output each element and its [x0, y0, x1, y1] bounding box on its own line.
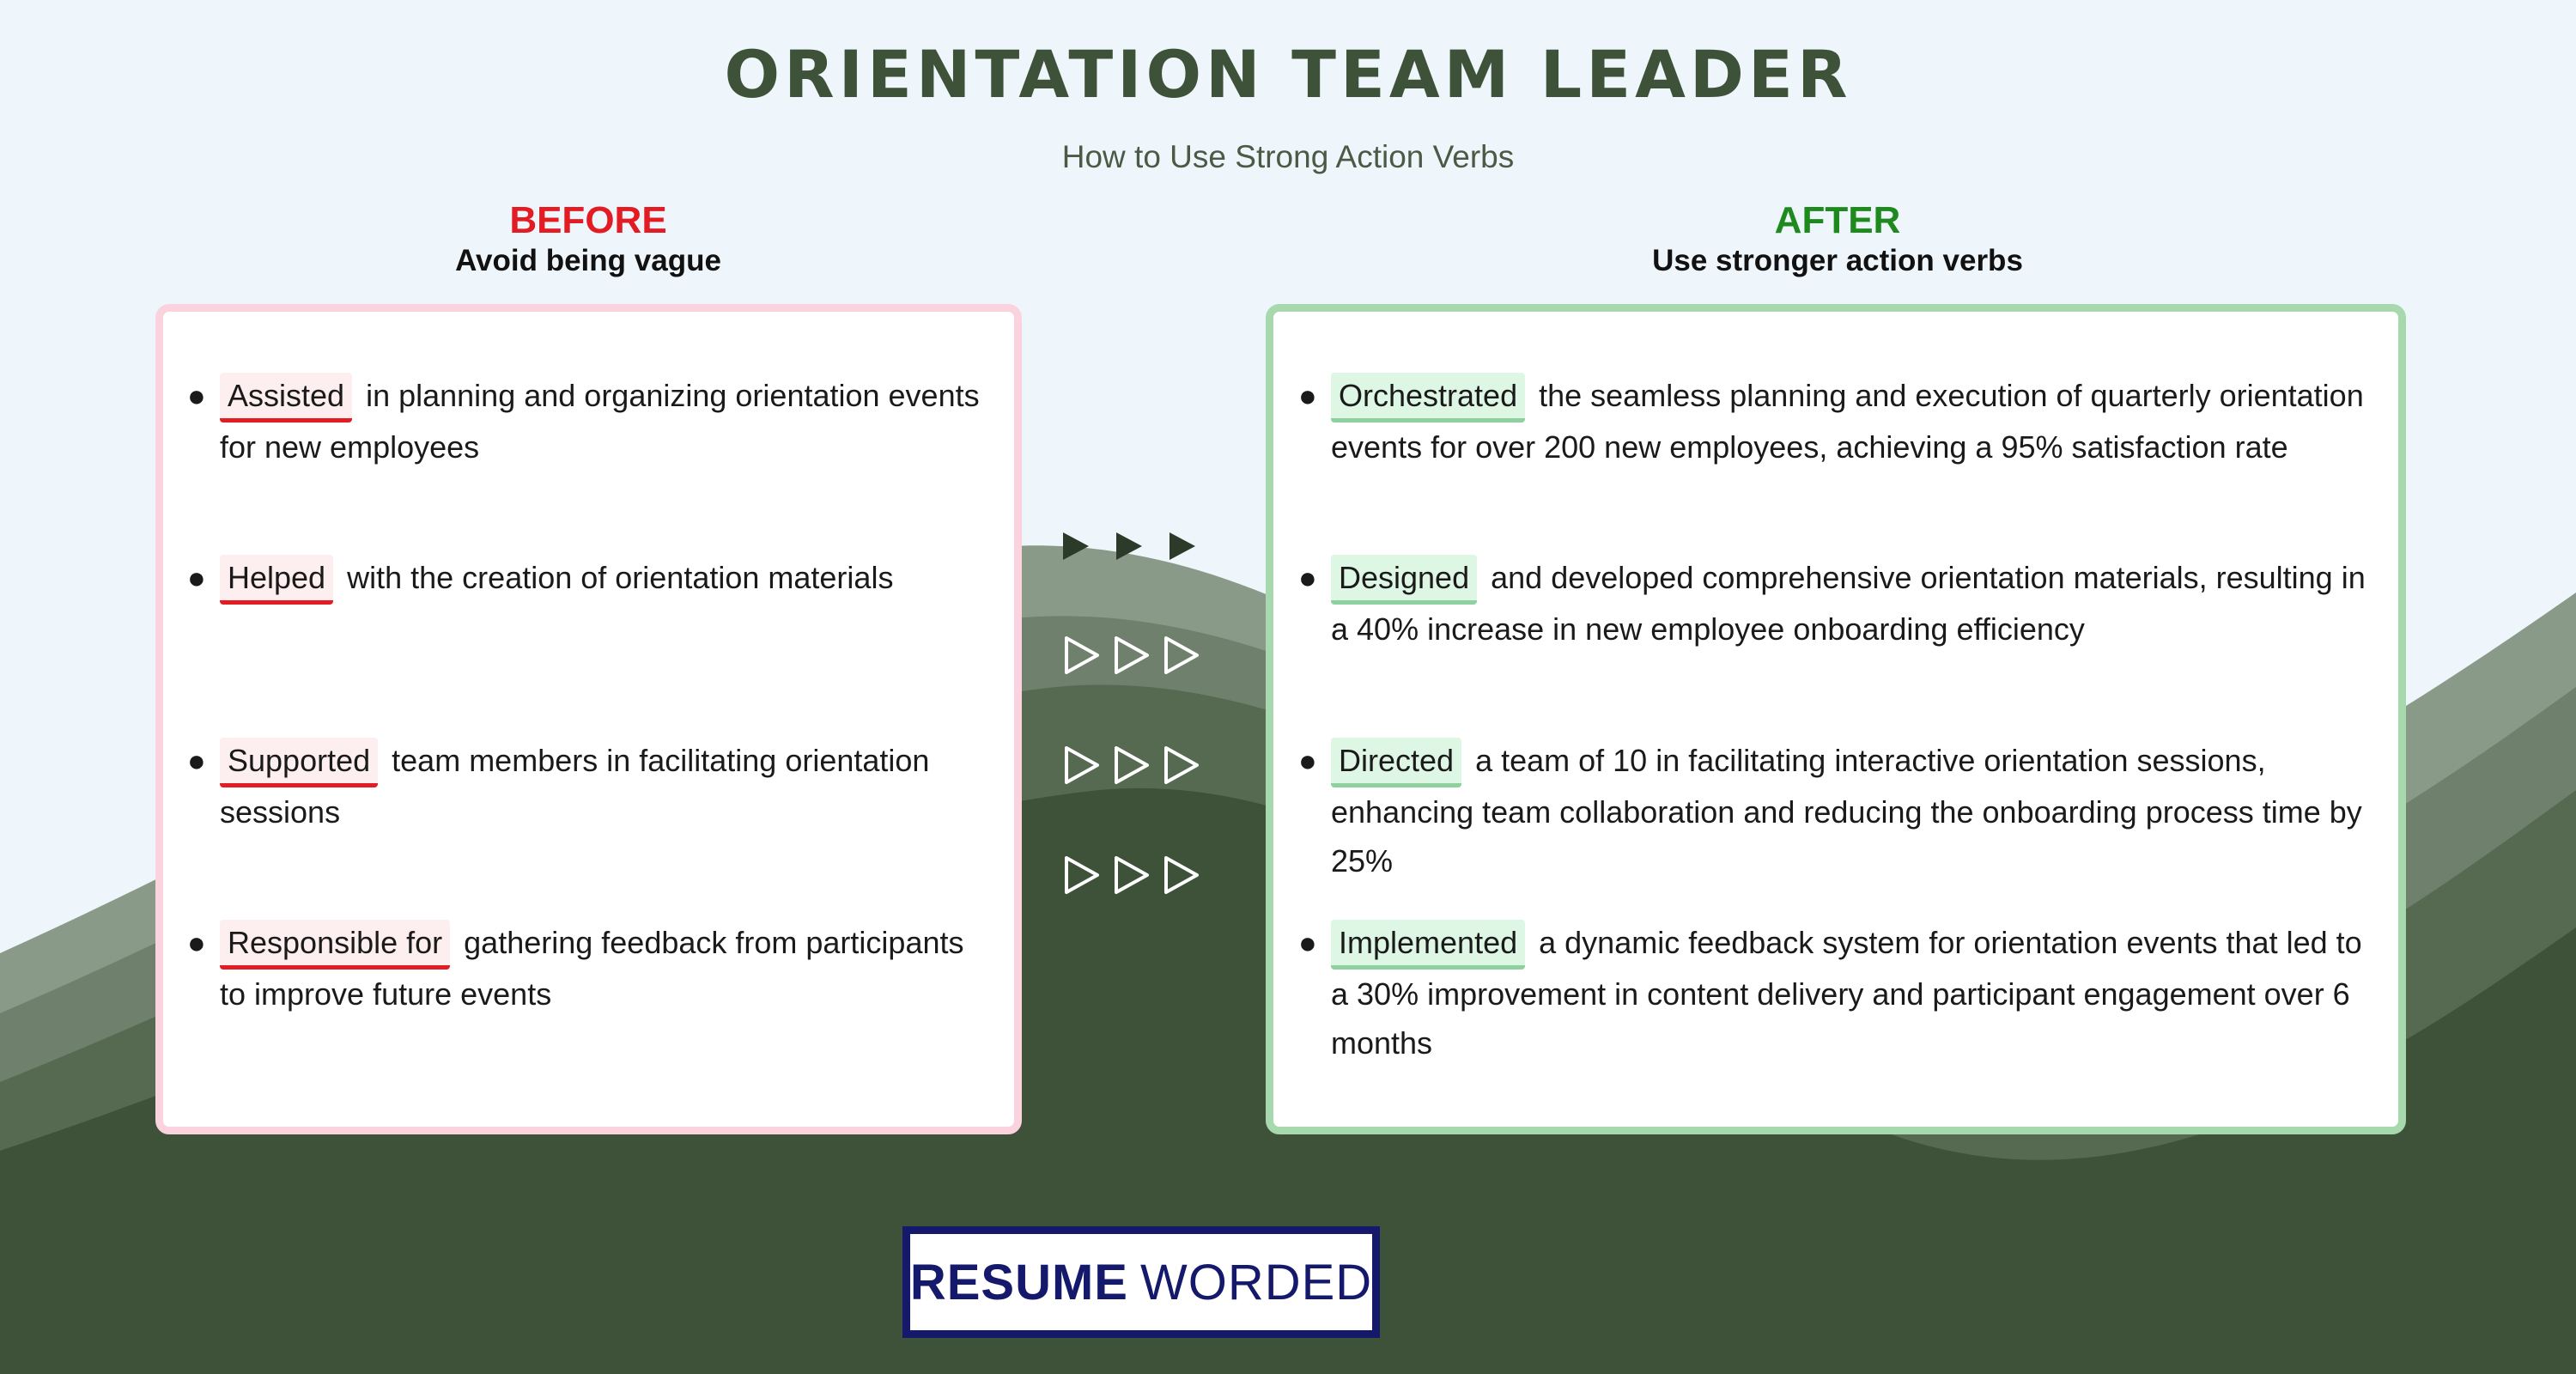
before-text: team members in facilitating orientation sessions — [220, 743, 930, 830]
after-text: the seamless planning and execution of quarterly orientation events for over 200 new employees, achieving a 95% satisfaction rate — [1331, 378, 2364, 465]
before-text: with the creation of orientation materials — [347, 560, 894, 595]
after-label: AFTER — [1774, 199, 1901, 241]
after-header — [1271, 199, 2404, 280]
after-verb: Designed — [1331, 555, 1477, 605]
bullet-dot-icon: ● — [1298, 378, 1317, 413]
page-subtitle: How to Use Strong Action Verbs — [1061, 139, 1515, 174]
resume-worded-logo[interactable] — [902, 1226, 1380, 1338]
before-item-2 — [187, 553, 993, 605]
before-verb: Supported — [220, 738, 378, 787]
after-item-1 — [1298, 371, 2387, 471]
before-item-4 — [187, 918, 993, 1018]
after-text: and developed comprehensive orientation materials, resulting in a 40% increase in new employee onboarding efficiency — [1331, 560, 2366, 647]
after-verb: Orchestrated — [1331, 373, 1525, 423]
before-text: gathering feedback from participants to improve future events — [220, 925, 964, 1012]
play-arrow-outline-icon — [1116, 748, 1147, 782]
play-arrow-outline-icon — [1166, 638, 1197, 672]
bullet-dot-icon: ● — [187, 925, 206, 960]
after-text: a team of 10 in facilitating interactive orientation sessions, enhancing team collaboration and reducing the onboarding process time by 25% — [1331, 743, 2362, 879]
play-arrow-outline-icon — [1116, 638, 1147, 672]
bullet-dot-icon: ● — [1298, 925, 1317, 960]
play-arrow-outline-icon — [1166, 748, 1197, 782]
before-sublabel: Avoid being vague — [455, 244, 721, 277]
bullet-dot-icon: ● — [187, 378, 206, 413]
after-verb: Directed — [1331, 738, 1461, 787]
bullet-dot-icon: ● — [187, 560, 206, 595]
bullet-dot-icon: ● — [187, 743, 206, 778]
bullet-dot-icon: ● — [1298, 560, 1317, 595]
before-header — [159, 199, 1018, 280]
after-item-3 — [1298, 736, 2387, 885]
before-verb: Helped — [220, 555, 333, 605]
logo-text-bold: RESUME — [909, 1254, 1128, 1310]
before-item-3 — [187, 736, 993, 836]
page-title: ORIENTATION TEAM LEADER — [724, 36, 1852, 112]
before-text: in planning and organizing orientation events for new employees — [220, 378, 980, 465]
play-arrow-outline-icon — [1166, 858, 1197, 892]
logo-text-light: WORDED — [1139, 1254, 1373, 1310]
after-verb: Implemented — [1331, 920, 1525, 970]
play-arrow-solid-icon — [1063, 532, 1089, 560]
solid-arrows — [1063, 532, 1223, 564]
bullet-dot-icon: ● — [1298, 743, 1317, 778]
play-arrow-solid-icon — [1170, 532, 1195, 560]
play-arrow-outline-icon — [1066, 858, 1097, 892]
before-verb: Responsible for — [220, 920, 450, 970]
before-label: BEFORE — [509, 199, 667, 241]
after-item-4 — [1298, 918, 2387, 1067]
play-arrow-solid-icon — [1116, 532, 1142, 560]
before-verb: Assisted — [220, 373, 352, 423]
outline-arrows — [1063, 631, 1218, 906]
play-arrow-outline-icon — [1116, 858, 1147, 892]
after-text: a dynamic feedback system for orientation events that led to a 30% improvement in content delivery and participant engagement over 6 months — [1331, 925, 2362, 1061]
after-item-2 — [1298, 553, 2387, 654]
play-arrow-outline-icon — [1066, 748, 1097, 782]
before-item-1 — [187, 371, 993, 471]
after-sublabel: Use stronger action verbs — [1652, 244, 2023, 277]
play-arrow-outline-icon — [1066, 638, 1097, 672]
